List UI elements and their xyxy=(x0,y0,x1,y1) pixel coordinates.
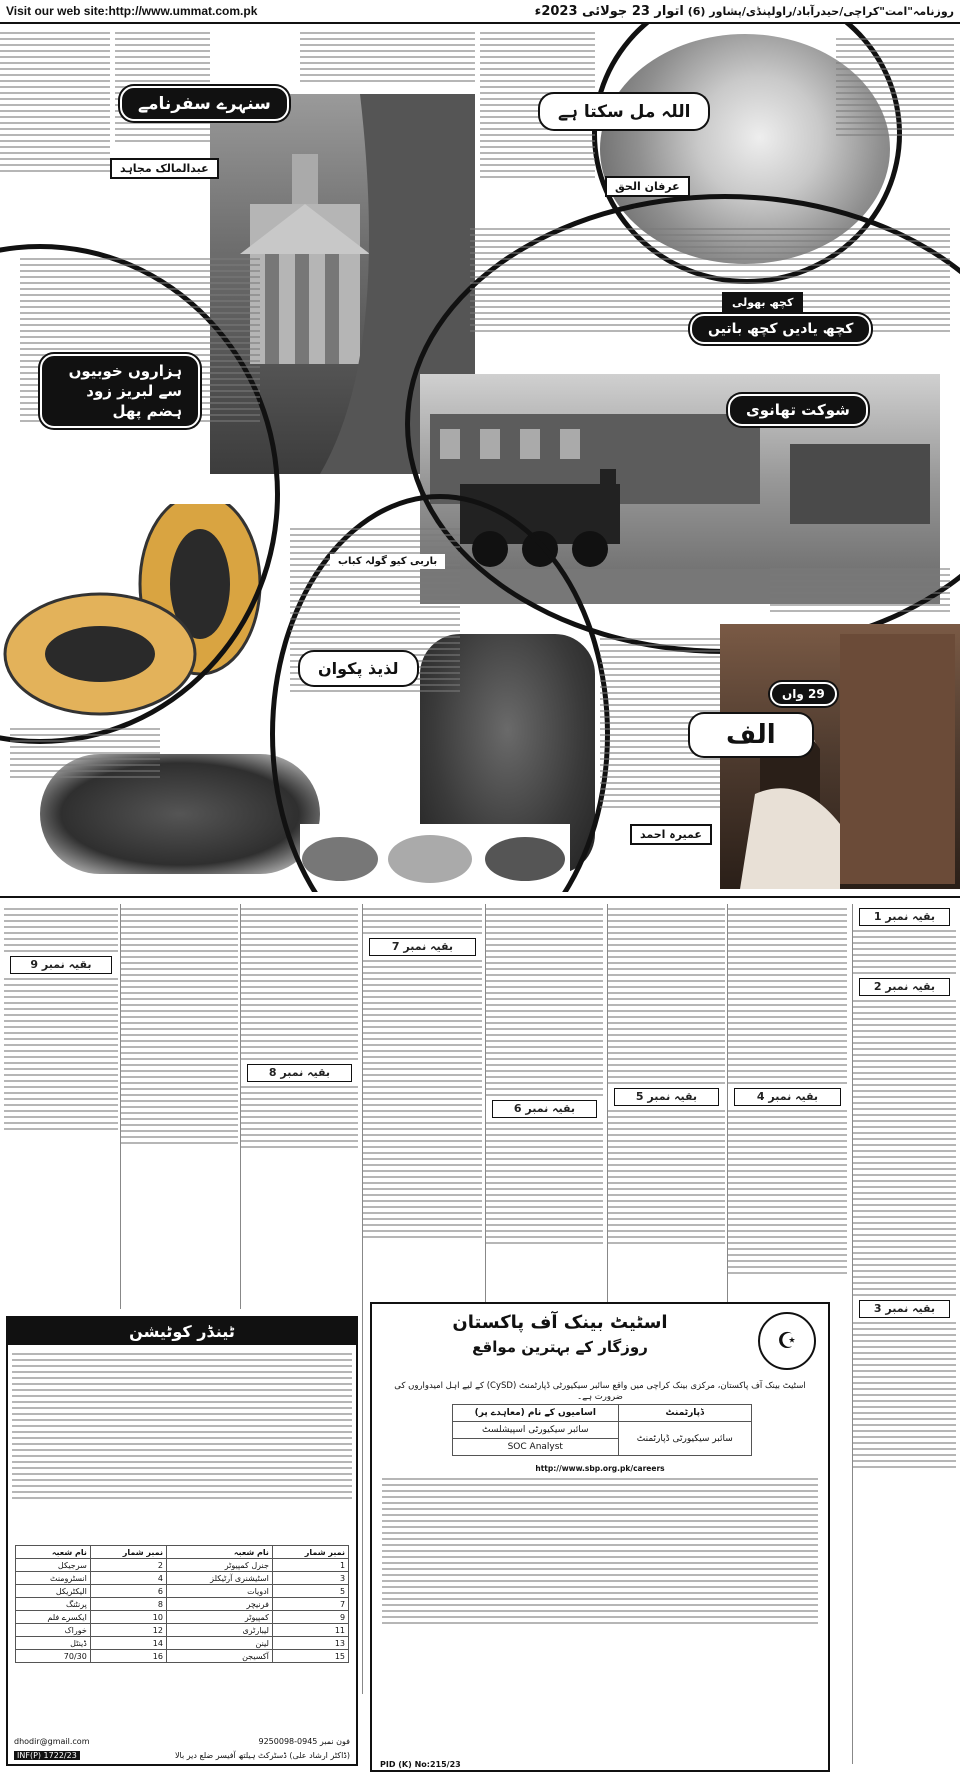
table-row xyxy=(15,1572,348,1585)
recipe-subtitle: باربی کیو گولہ کباب xyxy=(330,554,445,569)
kuch-yadein-author: شوکت تھانوی xyxy=(728,394,868,426)
table-cell: 14 xyxy=(90,1637,166,1650)
table-cell: 7 xyxy=(272,1598,348,1611)
sbp-positions-table xyxy=(452,1404,752,1456)
alif-article-text xyxy=(600,634,720,884)
safarnama-column-3 xyxy=(300,28,475,108)
column-8 xyxy=(4,904,118,1309)
continuation-label-9: بقیہ نمبر 9 xyxy=(10,956,112,974)
continuation-label-8: بقیہ نمبر 8 xyxy=(247,1064,352,1082)
tender-table xyxy=(15,1545,349,1663)
sbp-logo-icon: ☪ xyxy=(758,1312,816,1370)
table-cell: ڈینٹل xyxy=(15,1637,90,1650)
table-cell: 1 xyxy=(272,1559,348,1572)
table-cell: 2 xyxy=(90,1559,166,1572)
allah-mil-article-text xyxy=(836,34,954,174)
table-header-cell: اسامیوں کے نام (معاہدے پر) xyxy=(453,1405,619,1422)
continuation-label-6: بقیہ نمبر 6 xyxy=(492,1100,597,1118)
tender-signatory: (ڈاکٹر ارشاد علی) ڈسٹرکٹ ہیلتھ آفیسر ضلع دیر بالا xyxy=(174,1751,350,1760)
continuation-label-3: بقیہ نمبر 3 xyxy=(859,1300,950,1318)
column-1 xyxy=(852,904,956,1764)
table-row xyxy=(15,1559,348,1572)
table-cell: 13 xyxy=(272,1637,348,1650)
continuation-label-2: بقیہ نمبر 2 xyxy=(859,978,950,996)
table-cell: 10 xyxy=(90,1611,166,1624)
table-cell: خوراک xyxy=(15,1624,90,1637)
column-6 xyxy=(240,904,358,1309)
alif-episode: 29 واں xyxy=(770,682,837,706)
sbp-intro: اسٹیٹ بینک آف پاکستان، مرکزی بینک کراچی میں واقع سائبر سیکیورٹی ڈپارٹمنٹ (CySD) کے لیے اہل امیدواروں کی ضرورت ہے۔ xyxy=(394,1381,806,1402)
sbp-instructions xyxy=(382,1464,818,1654)
continuations-section xyxy=(0,896,960,1776)
table-cell: اسٹیشنری آرٹیکلز xyxy=(166,1572,272,1585)
allah-mil-title: اللہ مل سکتا ہے xyxy=(540,94,708,129)
table-cell: لیبارٹری xyxy=(166,1624,272,1637)
tender-footer xyxy=(14,1751,350,1760)
table-cell: آکسیجن xyxy=(166,1650,272,1663)
table-row xyxy=(15,1585,348,1598)
table-header-cell: نمبر شمار xyxy=(90,1546,166,1559)
table-cell: 3 xyxy=(272,1572,348,1585)
table-row xyxy=(15,1650,348,1663)
continuation-label-1: بقیہ نمبر 1 xyxy=(859,908,950,926)
page-header xyxy=(0,0,960,24)
table-cell: الیکٹریکل xyxy=(15,1585,90,1598)
tender-body-text xyxy=(8,1345,356,1545)
table-cell: 16 xyxy=(90,1650,166,1663)
recipe-title: لذیذ پکوان xyxy=(300,652,417,685)
table-cell: فرنیچر xyxy=(166,1598,272,1611)
tender-email[interactable]: dhodir@gmail.com xyxy=(14,1737,90,1746)
table-cell: پرنٹنگ xyxy=(15,1598,90,1611)
tender-phone: فون نمبر 0945-9250098 xyxy=(258,1737,350,1746)
sbp-pid-number: PID (K) No:215/23 xyxy=(380,1760,461,1769)
masthead xyxy=(535,4,954,19)
allah-mil-column-2 xyxy=(480,28,595,238)
table-row xyxy=(15,1611,348,1624)
table-cell: 6 xyxy=(90,1585,166,1598)
sitting-girl-photo xyxy=(720,624,960,889)
tender-notice-ad xyxy=(6,1316,358,1766)
table-cell: ادویات xyxy=(166,1585,272,1598)
kuch-yadein-kicker: کچھ بھولی xyxy=(722,292,803,313)
page-number: (6) xyxy=(687,4,706,18)
feature-spread xyxy=(0,24,960,892)
table-cell: جنرل کمپیوٹر xyxy=(166,1559,272,1572)
table-cell: لینن xyxy=(166,1637,272,1650)
table-row xyxy=(15,1598,348,1611)
sitting-girl-illustration xyxy=(720,624,960,889)
table-cell: کمپیوٹر xyxy=(166,1611,272,1624)
safarnama-author: عبدالمالک مجاہد xyxy=(110,158,219,179)
allah-mil-author: عرفان الحق xyxy=(605,176,690,197)
table-cell: 12 xyxy=(90,1624,166,1637)
continuation-label-5: بقیہ نمبر 5 xyxy=(614,1088,719,1106)
alif-title: الف xyxy=(690,714,812,756)
table-cell: 11 xyxy=(272,1624,348,1637)
website-link[interactable]: Visit our web site:http://www.ummat.com.pk xyxy=(6,4,258,18)
table-cell: 70/30 xyxy=(15,1650,90,1663)
sbp-subtitle: روزگار کے بہترین مواقع xyxy=(472,1338,648,1356)
continuation-label-4: بقیہ نمبر 4 xyxy=(734,1088,841,1106)
recipe-ingredients-left xyxy=(10,724,160,804)
table-header-cell: نام شعبہ xyxy=(166,1546,272,1559)
tender-contact xyxy=(14,1737,350,1746)
kuch-yadein-title: کچھ یادیں کچھ باتیں xyxy=(690,314,871,344)
sbp-table-header xyxy=(453,1405,752,1422)
table-row xyxy=(453,1422,752,1439)
table-row xyxy=(15,1637,348,1650)
table-cell: 15 xyxy=(272,1650,348,1663)
table-cell: سائبر سیکیورٹی اسپیشلسٹ xyxy=(453,1422,619,1439)
table-header-cell: ڈپارٹمنٹ xyxy=(618,1405,751,1422)
table-cell: انسٹرومنٹ xyxy=(15,1572,90,1585)
table-cell: 8 xyxy=(90,1598,166,1611)
alif-author: عمیرہ احمد xyxy=(630,824,712,845)
table-cell: سائبر سیکیورٹی ڈپارٹمنٹ xyxy=(618,1422,751,1456)
table-cell: 4 xyxy=(90,1572,166,1585)
table-cell: 9 xyxy=(272,1611,348,1624)
table-header-cell: نام شعبہ xyxy=(15,1546,90,1559)
tender-table-header xyxy=(15,1546,348,1559)
issue-date: اتوار 23 جولائی 2023ء xyxy=(534,3,684,19)
table-cell: سرجیکل xyxy=(15,1559,90,1572)
sbp-careers-link[interactable]: http://www.sbp.org.pk/careers xyxy=(535,1464,665,1473)
tender-inf-number: INF(P) 1722/23 xyxy=(14,1751,80,1760)
tender-title: ٹینڈر کوٹیشن xyxy=(8,1318,356,1345)
table-cell: SOC Analyst xyxy=(453,1439,619,1456)
safarnama-title: سنہرے سفرنامے xyxy=(120,86,289,121)
table-cell: 5 xyxy=(272,1585,348,1598)
continuation-label-7: بقیہ نمبر 7 xyxy=(369,938,476,956)
papaya-title: ہزاروں خوبیوں سے لبریز زود ہضم پھل xyxy=(40,354,200,428)
masthead-cities: روزنامہ"امت"کراچی/حیدرآباد/راولپنڈی/پشاور xyxy=(709,4,954,18)
sbp-title: اسٹیٹ بینک آف پاکستان xyxy=(452,1312,668,1333)
kuch-yadein-article-text xyxy=(470,224,950,374)
sbp-jobs-ad xyxy=(370,1302,830,1772)
kuch-yadein-column-left xyxy=(770,564,950,634)
column-7 xyxy=(120,904,238,1309)
safarnama-column-1 xyxy=(0,28,110,228)
table-header-cell: نمبر شمار xyxy=(272,1546,348,1559)
table-row xyxy=(15,1624,348,1637)
table-cell: ایکسرے فلم xyxy=(15,1611,90,1624)
